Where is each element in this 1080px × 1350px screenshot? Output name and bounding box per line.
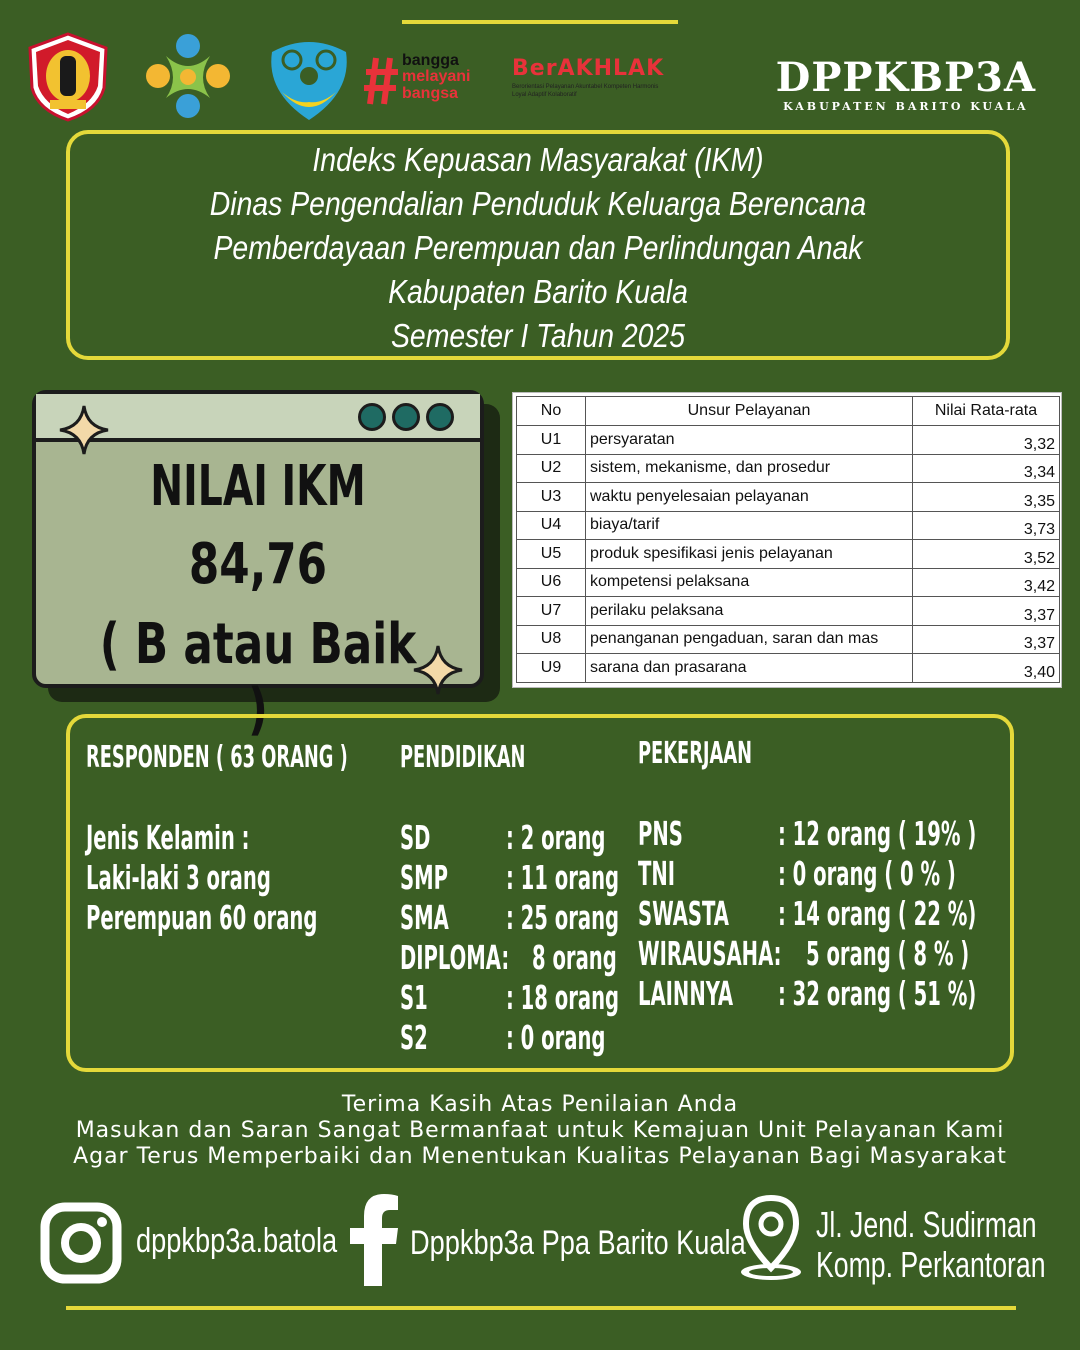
table-row (517, 540, 1060, 569)
job-count: : 12 orang ( 19% ) (778, 814, 977, 853)
row-element: penanganan pengaduan, saran dan mas (586, 625, 913, 654)
ikm-value: 84,76 (188, 532, 328, 597)
row-value: 3,73 (913, 511, 1060, 540)
job-count: : 32 orang ( 51 %) (778, 974, 977, 1013)
row-no: U3 (517, 483, 586, 512)
table-row (517, 454, 1060, 483)
job-name: TNI (638, 854, 676, 893)
address-line-1: Jl. Jend. Sudirman (816, 1204, 1037, 1245)
berakhlak-subtitle: Berorientasi Pelayanan Akuntabel Kompeten Harmonis Loyal Adaptif Kolaboratif (512, 84, 659, 98)
facebook-page[interactable]: Dppkbp3a Ppa Barito Kuala (410, 1224, 746, 1262)
instagram-handle[interactable]: dppkbp3a.batola (136, 1222, 338, 1260)
row-element: waktu penyelesaian pelayanan (586, 483, 913, 512)
title-line-3: Pemberdayaan Perempuan dan Perlindungan Anak (213, 229, 863, 266)
row-no: U2 (517, 454, 586, 483)
education-count: : 11 orang (506, 858, 620, 897)
row-value: 3,40 (913, 654, 1060, 683)
children-emblem-icon (262, 32, 356, 124)
row-element: produk spesifikasi jenis pelayanan (586, 540, 913, 569)
family-planning-emblem-icon (136, 26, 240, 126)
bottom-divider (66, 1306, 1016, 1310)
brand-name: DPPKBP3A (775, 54, 1036, 101)
education-level: DIPLOMA: (400, 938, 510, 977)
ikm-category: ( B atau Baik ) (99, 612, 417, 742)
education-level: SD (400, 818, 431, 857)
education-count: : 0 orang (506, 1018, 606, 1057)
window-dot-icon (358, 403, 386, 431)
gender-label: Jenis Kelamin : (86, 818, 250, 857)
education-count: 8 orang (532, 938, 617, 977)
table-row (517, 568, 1060, 597)
row-no: U5 (517, 540, 586, 569)
education-level: S1 (400, 978, 428, 1017)
title-line-4: Kabupaten Barito Kuala (388, 273, 688, 310)
feedback-line-2: Agar Terus Memperbaiki dan Menentukan Kualitas Pelayanan Bagi Masyarakat (73, 1144, 1007, 1169)
row-value: 3,35 (913, 483, 1060, 512)
job-count: 5 orang ( 8 % ) (806, 934, 970, 973)
address-line-2: Komp. Perkantoran (816, 1244, 1046, 1285)
row-value: 3,37 (913, 597, 1060, 626)
row-value: 3,32 (913, 426, 1060, 455)
title-line-5: Semester I Tahun 2025 (391, 317, 685, 354)
agency-brand (775, 54, 1036, 113)
window-dot-icon (392, 403, 420, 431)
service-table (516, 396, 1060, 683)
row-no: U1 (517, 426, 586, 455)
male-count: Laki-laki 3 orang (86, 858, 271, 897)
row-value: 3,37 (913, 625, 1060, 654)
row-no: U8 (517, 625, 586, 654)
col-element-header: Unsur Pelayanan (586, 397, 913, 426)
row-value: 3,34 (913, 454, 1060, 483)
row-element: perilaku pelaksana (586, 597, 913, 626)
col-no-header: No (517, 397, 586, 426)
bangga-melayani-bangsa-logo (364, 50, 494, 112)
feedback-line-1: Masukan dan Saran Sangat Bermanfaat untuk Kemajuan Unit Pelayanan Kami (75, 1118, 1005, 1143)
table-row (517, 426, 1060, 455)
title-box (66, 130, 1010, 360)
row-element: persyaratan (586, 426, 913, 455)
education-level: SMA (400, 898, 449, 937)
education-count: : 2 orang (506, 818, 606, 857)
location-pin-icon (738, 1196, 804, 1282)
brand-subtitle: KABUPATEN BARITO KUALA (783, 100, 1029, 113)
row-value: 3,42 (913, 568, 1060, 597)
title-line-1: Indeks Kepuasan Masyarakat (IKM) (312, 141, 764, 178)
row-element: kompetensi pelaksana (586, 568, 913, 597)
row-no: U7 (517, 597, 586, 626)
job-name: SWASTA (638, 894, 729, 933)
job-name: WIRAUSAHA: (638, 934, 782, 973)
row-no: U6 (517, 568, 586, 597)
row-element: sistem, mekanisme, dan prosedur (586, 454, 913, 483)
table-row (517, 597, 1060, 626)
respondents-heading: RESPONDEN ( 63 ORANG ) (86, 740, 348, 775)
education-heading: PENDIDIKAN (400, 740, 526, 775)
melayani-text: melayani (402, 68, 471, 85)
education-count: : 25 orang (506, 898, 620, 937)
table-row (517, 625, 1060, 654)
sparkle-icon (58, 404, 110, 456)
service-elements-table (512, 392, 1062, 688)
table-row (517, 483, 1060, 512)
ikm-label: NILAI IKM (150, 454, 366, 519)
logo-row (18, 22, 1078, 132)
job-name: LAINNYA (638, 974, 734, 1013)
regency-crest-icon (22, 30, 114, 122)
row-element: biaya/tarif (586, 511, 913, 540)
berakhlak-title: BerAKHLAK (512, 56, 665, 81)
female-count: Perempuan 60 orang (86, 898, 318, 937)
respondents-box (66, 714, 1014, 1072)
row-no: U9 (517, 654, 586, 683)
row-no: U4 (517, 511, 586, 540)
row-element: sarana dan prasarana (586, 654, 913, 683)
col-average-header: Nilai Rata-rata (913, 397, 1060, 426)
table-header-row (517, 397, 1060, 426)
window-dot-icon (426, 403, 454, 431)
thanks-text: Terima Kasih Atas Penilaian Anda (341, 1092, 739, 1117)
job-count: : 14 orang ( 22 %) (778, 894, 977, 933)
table-row (517, 511, 1060, 540)
title-line-2: Dinas Pengendalian Penduduk Keluarga Berencana (209, 185, 867, 222)
table-row (517, 654, 1060, 683)
instagram-icon[interactable] (40, 1202, 122, 1284)
berakhlak-logo (512, 56, 672, 116)
row-value: 3,52 (913, 540, 1060, 569)
job-count: : 0 orang ( 0 % ) (778, 854, 956, 893)
bangga-text: bangga (402, 52, 459, 69)
facebook-icon[interactable] (350, 1194, 400, 1286)
job-name: PNS (638, 814, 683, 853)
sparkle-icon (412, 644, 464, 696)
hashtag-icon (364, 56, 400, 106)
bangsa-text: bangsa (402, 85, 459, 102)
education-level: S2 (400, 1018, 428, 1057)
education-count: : 18 orang (506, 978, 620, 1017)
education-level: SMP (400, 858, 448, 897)
job-heading: PEKERJAAN (638, 736, 753, 771)
